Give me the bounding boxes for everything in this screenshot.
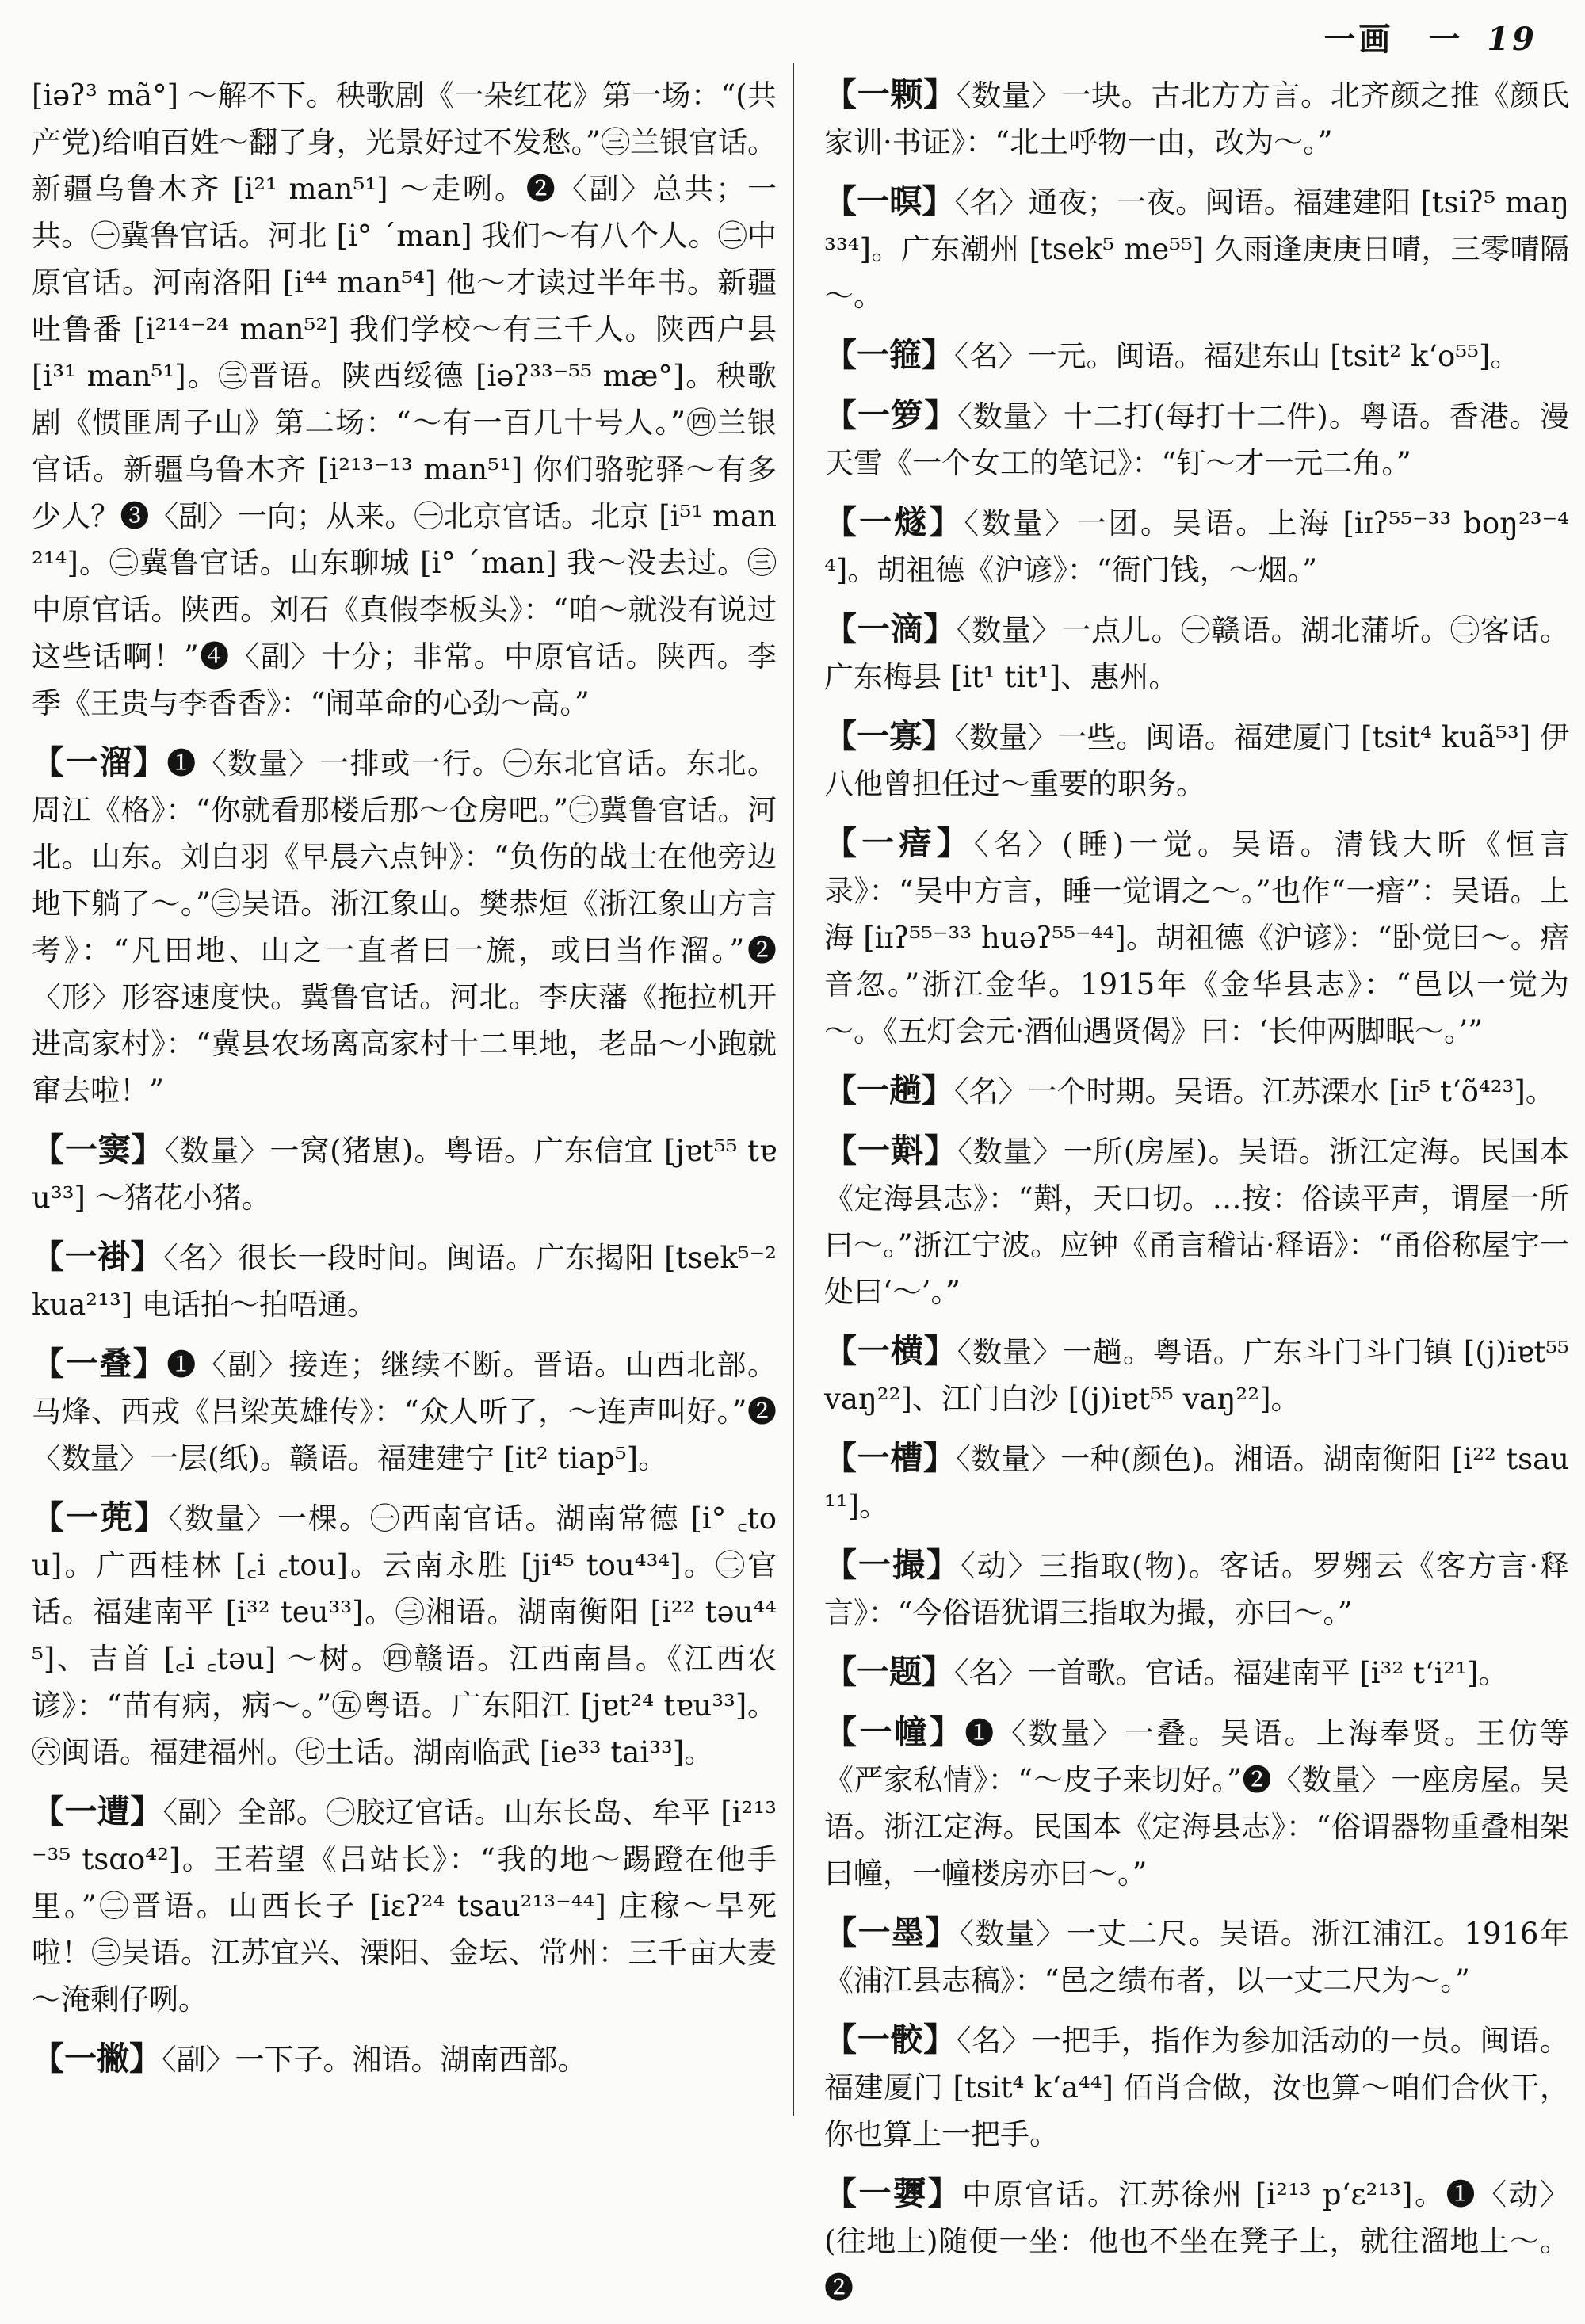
entry-definition: 〈数量〉一块。古北方方言。北齐颜之推《颜氏家训·书证》：“北土呼物一由，改为～。”: [824, 78, 1570, 159]
dictionary-entry: [824, 820, 1569, 1055]
entry-headword: 【一叠】: [32, 1345, 167, 1383]
dictionary-entry: [32, 71, 777, 727]
entry-definition: 〈数量〉十二打(每打十二件)。粤语。香港。漫天雪《一个女工的笔记》：“钉～才一元二角。”: [824, 399, 1570, 480]
entry-definition: 中原官话。江苏徐州 [i²¹³ p‘ɛ²¹³]。❶〈动〉(往地上)随便一坐：他也不坐在凳子上，就往溜地上～。❷: [824, 2177, 1569, 2305]
entry-definition: 〈数量〉一些。闽语。福建厦门 [tsit⁴ kuã⁵³] 伊八他曾担任过～重要的职务。: [824, 720, 1569, 801]
entry-definition: 〈数量〉一趟。粤语。广东斗门斗门镇 [(j)iɐt⁵⁵ vaŋ²²]、江门白沙 [(j)iɐt⁵⁵ vaŋ²²]。: [824, 1335, 1569, 1416]
page-number: 19: [1487, 21, 1537, 58]
dictionary-entry: [824, 713, 1569, 807]
entry-headword: 【一幢】: [824, 1713, 965, 1751]
entry-headword: 【一蔸】: [32, 1498, 169, 1536]
entry-definition: 〈名〉一元。闽语。福建东山 [tsit² k‘o⁵⁵]。: [954, 339, 1520, 373]
entry-headword: 【一箩】: [824, 396, 958, 434]
entry-headword: 【一箍】: [824, 336, 954, 374]
entry-definition: ❶〈数量〉一叠。吴语。上海奉贤。王仿等《严家私情》：“～皮子来切好。”❷〈数量〉一座房屋。吴语。浙江定海。民国本《定海县志》：“俗谓器物重叠相架曰幢，一幢楼房亦曰～。”: [824, 1716, 1570, 1891]
dictionary-entry: [824, 606, 1569, 700]
entry-headword: 【一寡】: [824, 717, 955, 755]
entry-headword: 【一趟】: [824, 1071, 954, 1109]
dictionary-entry: [32, 1341, 777, 1482]
entry-definition: ❶〈副〉接连；继续不断。晋语。山西北部。马烽、西戎《吕梁英雄传》：“众人听了，～连声叫好。”❷〈数量〉一层(纸)。赣语。福建建宁 [it² tiap⁵]。: [32, 1348, 777, 1475]
entry-headword: 【一颗】: [824, 75, 957, 113]
dictionary-entry: [32, 1494, 777, 1776]
entry-headword: 【一骹】: [824, 2021, 957, 2059]
entry-definition: 〈动〉三指取(物)。客话。罗翙云《客方言·释言》：“今俗语犹谓三指取为撮，亦曰～。”: [824, 1549, 1569, 1630]
entry-headword: 【一溜】: [32, 743, 167, 781]
dictionary-entry: [824, 1910, 1569, 2004]
entry-definition: 〈数量〉一团。吴语。上海 [iɪʔ⁵⁵⁻³³ boŋ²³⁻⁴⁴]。胡祖德《沪谚》：“衙门钱，～烟。”: [824, 506, 1570, 587]
dictionary-entry: [824, 1709, 1569, 1897]
entry-definition: 〈副〉一下子。湘语。湖南西部。: [162, 2043, 587, 2077]
entry-definition: [iəʔ³ mã°] ～解不下。秧歌剧《一朵红花》第一场：“(共产党)给咱百姓～翻了身，光景好过不发愁。”㊂兰银官话。新疆乌鲁木齐 [i²¹ man⁵¹] ～走咧。❷〈副〉总共；一共。㊀冀鲁官话。河北 [i° ˊman] 我们～有八个人。㊁中原官话。河南洛阳 [i⁴⁴ man⁵⁴] 他～才读过半年书。新疆吐鲁番 [i²¹⁴⁻²⁴ man⁵²] 我们学校～有三千人。陕西户县 [i³¹ man⁵¹]。㊂晋语。陕西绥德 [iəʔ³³⁻⁵⁵ mæ°]。秧歌剧《惯匪周子山》第二场：“～有一百几十号人。”㊃兰银官话。新疆乌鲁木齐 [i²¹³⁻¹³ man⁵¹] 你们骆驼驿～有多少人？❸〈副〉一向；从来。㊀北京官话。北京 [i⁵¹ man²¹⁴]。㊁冀鲁官话。山东聊城 [i° ˊman] 我～没去过。㊂中原官话。陕西。刘石《真假李板头》：“咱～就没有说过这些话啊！”❹〈副〉十分；非常。中原官话。陕西。李季《王贵与李香香》：“闹革命的心劲～高。”: [32, 78, 777, 720]
entry-headword: 【一遭】: [32, 1792, 163, 1830]
page-header: [1323, 14, 1537, 59]
entry-headword: 【一褂】: [32, 1238, 164, 1276]
dictionary-entry: [32, 1127, 777, 1221]
entry-definition: 〈数量〉一所(房屋)。吴语。浙江定海。民国本《定海县志》：“斢，天口切。…按：俗读平声，谓屋一所曰～。”浙江宁波。应钟《甬言稽诂·释语》：“甬俗称屋宇一处曰‘～’。”: [824, 1135, 1570, 1309]
dictionary-entry: [32, 1234, 777, 1328]
dictionary-entry: [824, 499, 1569, 593]
entry-headword: 【一撇】: [32, 2040, 162, 2078]
entry-headword: 【一燧】: [824, 503, 964, 541]
entry-headword: 【一窦】: [32, 1131, 165, 1169]
dictionary-entry: [32, 2036, 777, 2083]
entry-headword: 【一滴】: [824, 610, 957, 648]
entry-definition: 〈数量〉一种(颜色)。湘语。湖南衡阳 [i²² tsau¹¹]。: [824, 1442, 1569, 1523]
entry-headword: 【一㜷】: [824, 2174, 963, 2212]
entry-headword: 【一题】: [824, 1653, 954, 1691]
dictionary-entry: [32, 739, 777, 1114]
entry-definition: 〈名〉通夜；一夜。闽语。福建建阳 [tsiʔ⁵ maŋ³³⁴]。广东潮州 [tsek⁵ me⁵⁵] 久雨逢庚庚日晴，三零晴隔～。: [824, 185, 1570, 313]
right-column: [824, 71, 1569, 2324]
dictionary-entry: [824, 178, 1569, 319]
dictionary-entry: [824, 1542, 1569, 1636]
entry-definition: 〈数量〉一丈二尺。吴语。浙江浦江。1916年《浦江县志稿》：“邑之绩布者，以一丈二尺为～。”: [824, 1917, 1569, 1998]
entry-headword: 【一槽】: [824, 1439, 957, 1477]
entry-definition: 〈数量〉一棵。㊀西南官话。湖南常德 [i° ꜀tou]。广西桂林 [꜀i ꜀tou]。云南永胜 [ji⁴⁵ tou⁴³⁴]。㊁官话。福建南平 [i³² teu³³]。㊂湘语。湖南衡阳 [i²² təu⁴⁴⁵]、吉首 [꜀i ꜀təu] ～树。㊃赣语。江西南昌。《江西农谚》：“苗有病，病～。”㊄粤语。广东阳江 [jɐt²⁴ tɐu³³]。㊅闽语。福建福州。㊆土话。湖南临武 [ie³³ tai³³]。: [32, 1502, 777, 1769]
dictionary-entry: [824, 1067, 1569, 1115]
entry-headword: 【一斢】: [824, 1131, 958, 1170]
entry-headword: 【一瘖】: [824, 824, 974, 862]
dictionary-entry: [824, 1435, 1569, 1529]
entry-definition: 〈名〉一首歌。官话。福建南平 [i³² t‘i²¹]。: [954, 1656, 1508, 1690]
dictionary-entry: [824, 392, 1569, 487]
dictionary-entry: [824, 2017, 1569, 2158]
dictionary-entry: [824, 2170, 1569, 2311]
left-column: [32, 71, 777, 2096]
dictionary-entry: [824, 1128, 1569, 1315]
dictionary-entry: [32, 1788, 777, 2023]
entry-definition: 〈名〉(睡)一觉。吴语。清钱大昕《恒言录》：“吴中方言，睡一觉谓之～。”也作“一瘖”：吴语。上海 [iɪʔ⁵⁵⁻³³ huəʔ⁵⁵⁻⁴⁴]。胡祖德《沪谚》：“卧觉曰～。瘖音忽。”浙江金华。1915年《金华县志》：“邑以一觉为～。《五灯会元·酒仙遇贤偈》曰：‘长伸两脚眠～。’”: [824, 827, 1569, 1048]
entry-definition: 〈数量〉一点儿。㊀赣语。湖北蒲圻。㊁客话。广东梅县 [it¹ tit¹]、惠州。: [824, 613, 1570, 694]
dictionary-entry: [824, 1328, 1569, 1422]
entry-headword: 【一撮】: [824, 1546, 961, 1584]
entry-definition: 〈副〉全部。㊀胶辽官话。山东长岛、牟平 [i²¹³⁻³⁵ tsɑo⁴²]。王若望《吕站长》：“我的地～踢蹬在他手里。”㊁晋语。山西长子 [iɛʔ²⁴ tsau²¹³⁻⁴⁴] 庄稼～旱死啦！㊂吴语。江苏宜兴、溧阳、金坛、常州：三千亩大麦～淹剩仔咧。: [32, 1795, 777, 2017]
column-divider: [792, 63, 794, 2116]
dictionary-entry: [824, 1649, 1569, 1696]
entry-definition: 〈数量〉一窝(猪崽)。粤语。广东信宜 [jɐt⁵⁵ tɐu³³] ～猪花小猪。: [32, 1134, 777, 1215]
dictionary-entry: [824, 71, 1569, 166]
dictionary-entry: [824, 332, 1569, 380]
entry-headword: 【一墨】: [824, 1914, 960, 1952]
entry-headword: 【一暝】: [824, 182, 955, 220]
entry-headword: 【一横】: [824, 1332, 957, 1370]
entry-definition: 〈名〉很长一段时间。闽语。广东揭阳 [tsek⁵⁻² kua²¹³] 电话拍～拍唔通。: [32, 1241, 777, 1322]
entry-definition: 〈名〉一个时期。吴语。江苏溧水 [iɪ⁵ t‘õ⁴²³]。: [954, 1074, 1555, 1109]
entry-definition: ❶〈数量〉一排或一行。㊀东北官话。东北。周江《格》：“你就看那楼后那～仓房吧。”㊁冀鲁官话。河北。山东。刘白羽《早晨六点钟》：“负伤的战士在他旁边地下躺了～。”㊂吴语。浙江象山。樊恭烜《浙江象山方言考》：“凡田地、山之一直者曰一旒，或曰当作溜。”❷〈形〉形容速度快。冀鲁官话。河北。李庆藩《拖拉机开进高家村》：“冀县农场离高家村十二里地，老品～小跑就窜去啦！”: [32, 746, 777, 1108]
entry-definition: 〈名〉一把手，指作为参加活动的一员。闽语。福建厦门 [tsit⁴ k‘a⁴⁴] 佰肖合做，汝也算～咱们合伙干，你也算上一把手。: [824, 2024, 1570, 2151]
section-label: 一画 一: [1323, 21, 1464, 58]
